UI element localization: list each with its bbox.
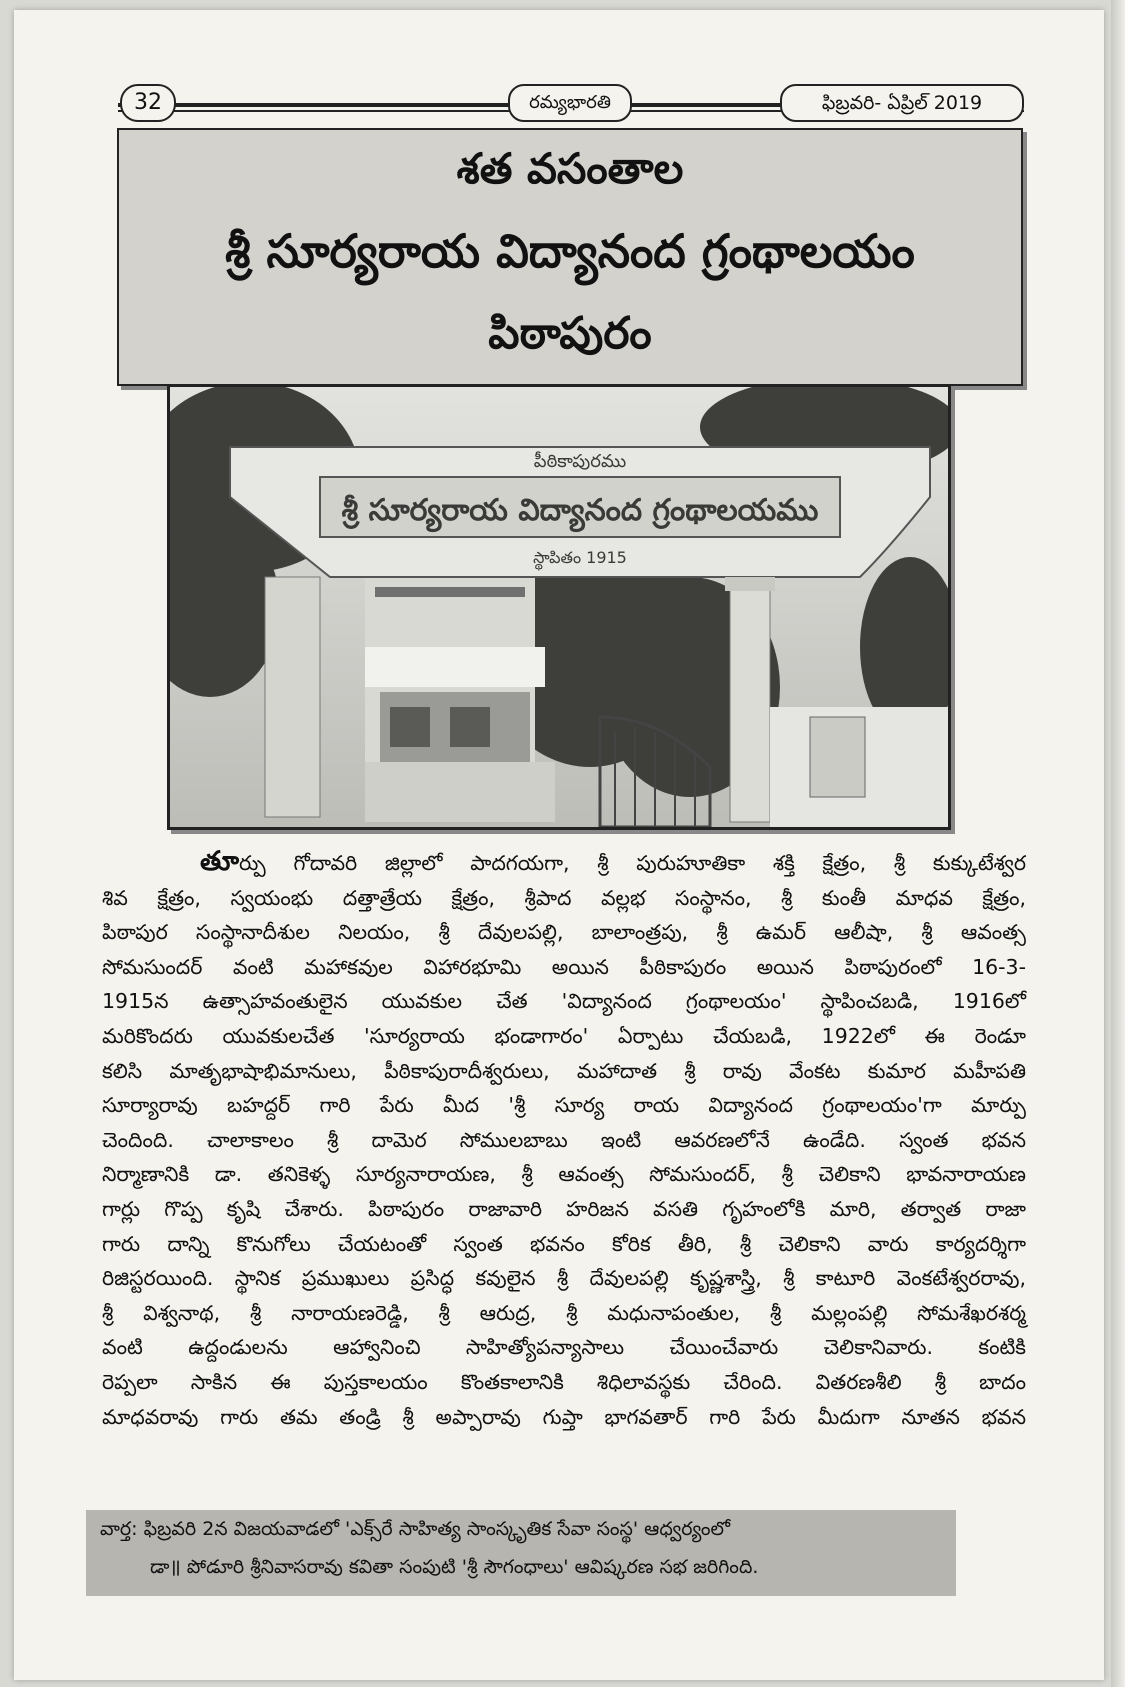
title-line-2: శ్రీ సూర్యరాయ విద్యానంద గ్రంథాలయం [225,224,915,278]
article-dropcap: తూ [200,846,240,877]
article-line: సూర్యారావు బహద్దర్ గారి పేరు మీద 'శ్రీ సూర్య రాయ విద్యానంద గ్రంథాలయం'గా మార్పు [102,1093,1026,1118]
article-line: నిర్మాణానికి డా. తనికెళ్ళ సూర్యనారాయణ, శ్రీ ఆవంత్స సోమసుందర్, శ్రీ చెలికాని భావనారాయణ [102,1162,1026,1187]
library-gate-photo [167,384,951,830]
article-line: శ్రీ విశ్వనాథ, శ్రీ నారాయణరెడ్డి, శ్రీ ఆరుద్ర, శ్రీ మధునాపంతుల, శ్రీ మల్లంపల్లి సోమశేఖరశర్మ [102,1300,1026,1325]
article-line: సోమసుందర్ వంటి మహాకవుల విహారభూమి అయిన పీఠికాపురం అయిన పిఠాపురంలో 16-3- [102,954,1026,979]
magazine-name: రమ్యభారతి [508,84,632,122]
article-line: గారు దాన్ని కొనుగోలు చేయటంతో స్వంత భవనం కోరిక తీరి, శ్రీ చెలికాని వారు కార్యదర్శిగా [102,1231,1026,1256]
article-line: శివ క్షేత్రం, స్వయంభు దత్తాత్రేయ క్షేత్రం, శ్రీపాద వల్లభ సంస్థానం, శ్రీ కుంతీ మాధవ క్షేత్రం, [102,885,1026,910]
article-line: వంటి ఉద్దండులను ఆహ్వానించి సాహిత్యోపన్యాసాలు చేయించేవారు చెలికానివారు. కంటికి [102,1335,1026,1360]
arch-year-text: స్థాపితం 1915 [533,548,627,567]
article-line: మాధవరావు గారు తమ తండ్రి శ్రీ అప్పారావు గుప్తా భాగవతార్ గారి పేరు మీదుగా నూతన భవన [102,1404,1026,1429]
article-body [102,845,1026,1434]
article-line: కలిసి మాతృభాషాభిమానులు, పీఠికాపురాదీశ్వరులు, మహాదాత శ్రీ రావు వేంకట కుమార మహీపతి [102,1058,1026,1083]
page-number: 32 [120,84,176,122]
article-line: 1915న ఉత్సాహవంతులైన యువకుల చేత 'విద్యానంద గ్రంథాలయం' స్థాపించబడి, 1916లో [102,989,1026,1014]
title-line-3: పిఠాపురం [488,308,652,359]
arch-sign-text: శ్రీ సూర్యరాయ విద్యానంద గ్రంథాలయము [341,493,819,528]
title-line-1: శత వసంతాల [456,144,684,193]
gate-arch [230,447,930,577]
article-line: మరికొందరు యువకులచేత 'సూర్యరాయ భండాగారం' ఏర్పాటు చేయబడి, 1922లో ఈ రెండూ [102,1023,1026,1048]
news-box [86,1510,956,1596]
arch-top-text: పీఠికాపురము [533,451,627,472]
article-line: గార్లు గొప్ప కృషి చేశారు. పిఠాపురం రాజావారి హరిజన వసతి గృహంలోకి మారి, తర్వాత రాజా [102,1196,1026,1221]
title-box [117,128,1023,386]
building [365,547,555,822]
article-line: రెప్పలా సాకిన ఈ పుస్తకాలయం కొంతకాలానికి శిధిలావస్థకు చేరింది. వితరణశీలి శ్రీ బాదం [102,1369,1026,1394]
article-line: తూర్పు గోదావరి జిల్లాలో పాదగయగా, శ్రీ పురుహూతికా శక్తి క్షేత్రం, శ్రీ కుక్కుటేశ్వర [200,846,1026,877]
article-line: పిఠాపుర సంస్థానాదీశుల నిలయం, శ్రీ దేవులపల్లి, బాలాంత్రపు, శ్రీ ఉమర్ ఆలీషా, శ్రీ ఆవంత్స [102,920,1026,945]
article-line: చెందింది. చాలాకాలం శ్రీ దామెర సోములబాబు ఇంటి ఆవరణలోనే ఉండేది. స్వంత భవన [102,1127,1026,1152]
issue-date: ఫిబ్రవరి- ఏప్రిల్ 2019 [780,84,1024,122]
news-line-2: డా॥ పోడూరి శ్రీనివాసరావు కవితా సంపుటి 'శ్రీ సౌగంధాలు' ఆవిష్కరణ సభ జరిగింది. [150,1556,759,1578]
news-line-1: వార్త: ఫిబ్రవరి 2న విజయవాడలో 'ఎక్స్‌రే సాహిత్య సాంస్కృతిక సేవా సంస్థ' ఆధ్వర్యంలో [100,1518,731,1540]
page-header [118,84,1024,122]
article-line: రిజిస్టరయింది. స్థానిక ప్రముఖులు ప్రసిద్ధ కవులైన శ్రీ దేవులపల్లి కృష్ణశాస్త్రి, శ్రీ కాటూరి వెంకటేశ్వరరావు, [102,1266,1026,1291]
page-spine [1111,0,1125,1687]
